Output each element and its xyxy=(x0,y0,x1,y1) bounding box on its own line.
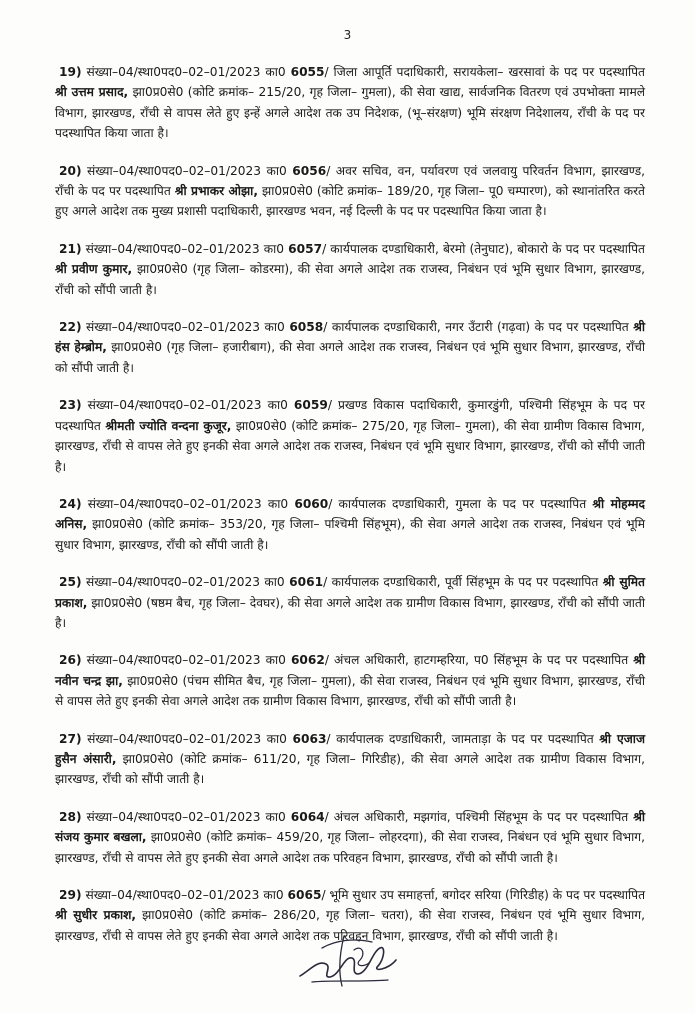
order-entry xyxy=(55,395,645,477)
entry-text-post: झा0प्र0से0 (कोटि क्रमांक– 275/20, गृह जिला– गुमला), की सेवा ग्रामीण विकास विभाग, झारखण्ड, राँची से वापस लेते हुए इनकी सेवा अगले आदेश तक राजस्व, निबंधन एवं भूमि सुधार विभाग, झारखण्ड, राँची को सौंपी जाती है। xyxy=(55,418,645,474)
order-entry xyxy=(55,729,645,790)
order-entry xyxy=(55,807,645,868)
order-number: 6065 xyxy=(287,888,322,902)
transfer-orders-list xyxy=(55,62,645,963)
entry-text-post: झा0प्र0से0 (कोटि क्रमांक– 611/20, गृह जिला– गिरिडीह), की सेवा अगले आदेश तक ग्रामीण विकास विभाग, झारखण्ड, राँची को सौंपी जाती है। xyxy=(55,751,646,787)
entry-text-pre: / प्रखण्ड विकास पदाधिकारी, कुमारडुंगी, पश्चिमी सिंहभूम के पद पर पदस्थापित xyxy=(55,398,646,433)
entry-reference: संख्या–04/स्था0पद0–02–01/2023 का0 xyxy=(87,163,287,178)
entry-reference: संख्या–04/स्था0पद0–02–01/2023 का0 xyxy=(86,65,286,79)
order-number: 6059 xyxy=(293,398,328,413)
order-entry xyxy=(55,317,645,378)
order-number: 6063 xyxy=(292,731,327,746)
handwritten-signature xyxy=(292,930,402,990)
officer-name: श्री प्रवीण कुमार, xyxy=(55,262,133,277)
order-entry xyxy=(55,494,645,555)
entry-text-pre: / जिला आपूर्ति पदाधिकारी, सरायकेला– खरसावां के पद पर पदस्थापित xyxy=(324,65,646,79)
entry-text-post: झा0प्र0से0 (गृह जिला– हजारीबाग), की सेवा अगले आदेश तक राजस्व, निबंधन एवं भूमि सुधार विभाग, झारखण्ड, राँची को सौंपी जाती है। xyxy=(55,340,646,375)
entry-text-post: झा0प्र0से0 (कोटि क्रमांक– 189/20, गृह जिला– पू0 चम्पारण), को स्थानांतरित करते हुए अगले आदेश तक मुख्य प्रशासी पदाधिकारी, झारखण्ड भवन, नई दिल्ली के पद पर पदस्थापित किया जाता है। xyxy=(55,184,646,219)
entry-number: 27) xyxy=(59,731,82,746)
entry-number: 25) xyxy=(59,575,82,590)
order-number: 6064 xyxy=(290,809,325,824)
entry-reference: संख्या–04/स्था0पद0–02–01/2023 का0 xyxy=(86,320,285,335)
officer-name: श्री एजाज हुसैन अंसारी, xyxy=(55,731,646,766)
entry-reference: संख्या–04/स्था0पद0–02–01/2023 का0 xyxy=(87,398,288,413)
entry-number: 20) xyxy=(59,163,82,178)
officer-name: श्रीमती ज्योति वन्दना कुजूर, xyxy=(105,418,232,433)
entry-number: 24) xyxy=(59,496,82,511)
entry-reference: संख्या–04/स्था0पद0–02–01/2023 का0 xyxy=(86,653,286,668)
entry-text-post: झा0प्र0से0 (कोटि क्रमांक– 286/20, गृह जिला– चतरा), की सेवा राजस्व, निबंधन एवं भूमि सुधार विभाग, झारखण्ड, राँची से वापस लेते हुए इनकी सेवा अगले आदेश तक परिवहन विभाग, झारखण्ड, राँची को सौंपी जाती है। xyxy=(55,908,646,943)
entry-reference: संख्या–04/स्था0पद0–02–01/2023 का0 xyxy=(85,888,284,902)
order-number: 6057 xyxy=(288,241,323,256)
officer-name: श्री उत्तम प्रसाद, xyxy=(55,85,129,100)
entry-number: 21) xyxy=(59,241,82,256)
entry-text-post: झा0प्र0से0 (पंचम सीमित बैच, गृह जिला– गुमला), की सेवा राजस्व, निबंधन एवं भूमि सुधार विभाग, झारखण्ड, राँची से वापस लेते हुए इनकी सेवा अगले आदेश तक ग्रामीण विकास विभाग, झारखण्ड, राँची को सौंपी जाती है। xyxy=(55,673,646,709)
officer-name: श्री नवीन चन्द्र झा, xyxy=(55,653,646,688)
entry-text-post: झा0प्र0से0 (कोटि क्रमांक– 353/20, गृह जिला– पश्चिमी सिंहभूम), की सेवा अगले आदेश तक राजस्व, निबंधन एवं भूमि सुधार विभाग, झारखण्ड, राँची को सौंपी जाती है। xyxy=(55,517,646,552)
entry-text-post: झा0प्र0से0 (कोटि क्रमांक– 459/20, गृह जिला– लोहरदगा), की सेवा राजस्व, निबंधन एवं भूमि सुधार विभाग, झारखण्ड, राँची से वापस लेते हुए इनकी सेवा अगले आदेश तक परिवहन विभाग, झारखण्ड, राँची को सौंपी जाती है। xyxy=(55,830,645,865)
officer-name: श्री संजय कुमार बखला, xyxy=(55,809,646,845)
entry-reference: संख्या–04/स्था0पद0–02–01/2023 का0 xyxy=(87,731,287,746)
order-number: 6062 xyxy=(290,653,325,668)
entry-text-pre: / कार्यपालक दण्डाधिकारी, गुमला के पद पर पदस्थापित xyxy=(328,496,587,511)
entry-number: 22) xyxy=(59,320,82,335)
order-number: 6058 xyxy=(289,320,324,335)
officer-name: श्री सुमित प्रकाश, xyxy=(55,575,645,610)
order-number: 6055 xyxy=(290,65,325,79)
entry-number: 29) xyxy=(59,888,82,902)
entry-number: 23) xyxy=(59,398,82,413)
entry-reference: संख्या–04/स्था0पद0–02–01/2023 का0 xyxy=(86,809,286,824)
entry-text-pre: / कार्यपालक दण्डाधिकारी, पूर्वी सिंहभूम के पद पर पदस्थापित xyxy=(323,575,599,590)
entry-text-post: झा0प्र0से0 (गृह जिला– कोडरमा), की सेवा अगले आदेश तक राजस्व, निबंधन एवं भूमि सुधार विभाग, झारखण्ड, राँची को सौंपी जाती है। xyxy=(55,262,646,297)
order-number: 6061 xyxy=(289,575,324,590)
officer-name: श्री मोहम्मद अनिस, xyxy=(55,496,645,532)
entry-text-pre: / कार्यपालक दण्डाधिकारी, जामताड़ा के पद पर पदस्थापित xyxy=(326,731,594,746)
order-number: 6060 xyxy=(294,496,329,511)
entry-text-pre: / अवर सचिव, वन, पर्यावरण एवं जलवायु परिवर्तन विभाग, झारखण्ड, राँची के पद पर पदस्थापित xyxy=(55,163,645,199)
order-entry xyxy=(55,161,645,222)
officer-name: श्री प्रभाकर ओझा, xyxy=(174,184,258,199)
order-entry xyxy=(55,239,645,300)
entry-reference: संख्या–04/स्था0पद0–02–01/2023 का0 xyxy=(87,496,289,511)
order-entry xyxy=(55,650,645,711)
order-entry xyxy=(55,572,645,633)
officer-name: श्री सुधीर प्रकाश, xyxy=(55,908,137,923)
page-number: 3 xyxy=(343,28,352,42)
entry-text-pre: / अंचल अधिकारी, मझगांव, पश्चिमी सिंहभूम के पद पर पदस्थापित xyxy=(324,809,629,824)
entry-text-post: झा0प्र0से0 (षष्ठम बैच, गृह जिला– देवघर), की सेवा अगले आदेश तक ग्रामीण विकास विभाग, झारखण्ड, राँची को सौंपी जाती है। xyxy=(55,595,645,630)
entry-reference: संख्या–04/स्था0पद0–02–01/2023 का0 xyxy=(85,575,285,590)
entry-text-post: झा0प्र0से0 (कोटि क्रमांक– 215/20, गृह जिला– गुमला), की सेवा खाद्य, सार्वजनिक वितरण एवं उपभोक्ता मामले विभाग, झारखण्ड, राँची से वापस लेते हुए इन्हें अगले आदेश तक उप निदेशक, (भू–संरक्षण) भूमि संरक्षण निदेशालय, राँची के पद पर पदस्थापित किया जाता है। xyxy=(55,85,645,141)
entry-number: 26) xyxy=(59,653,82,668)
entry-text-pre: / भूमि सुधार उप समाहर्त्ता, बगोदर सरिया (गिरिडीह) के पद पर पदस्थापित xyxy=(321,888,646,902)
order-number: 6056 xyxy=(292,163,327,178)
entry-text-pre: / कार्यपालक दण्डाधिकारी, नगर उँटारी (गढ़वा) के पद पर पदस्थापित xyxy=(323,320,629,335)
officer-name: श्री हंस हेम्ब्रोम, xyxy=(55,320,646,355)
entry-number: 19) xyxy=(59,65,82,79)
entry-number: 28) xyxy=(59,809,82,824)
entry-text-pre: / अंचल अधिकारी, हाटगम्हरिया, प0 सिंहभूम के पद पर पदस्थापित xyxy=(324,653,629,668)
entry-reference: संख्या–04/स्था0पद0–02–01/2023 का0 xyxy=(85,241,285,256)
entry-text-pre: / कार्यपालक दण्डाधिकारी, बेरमो (तेनुघाट), बोकारो के पद पर पदस्थापित xyxy=(322,241,645,256)
order-entry xyxy=(55,62,645,144)
